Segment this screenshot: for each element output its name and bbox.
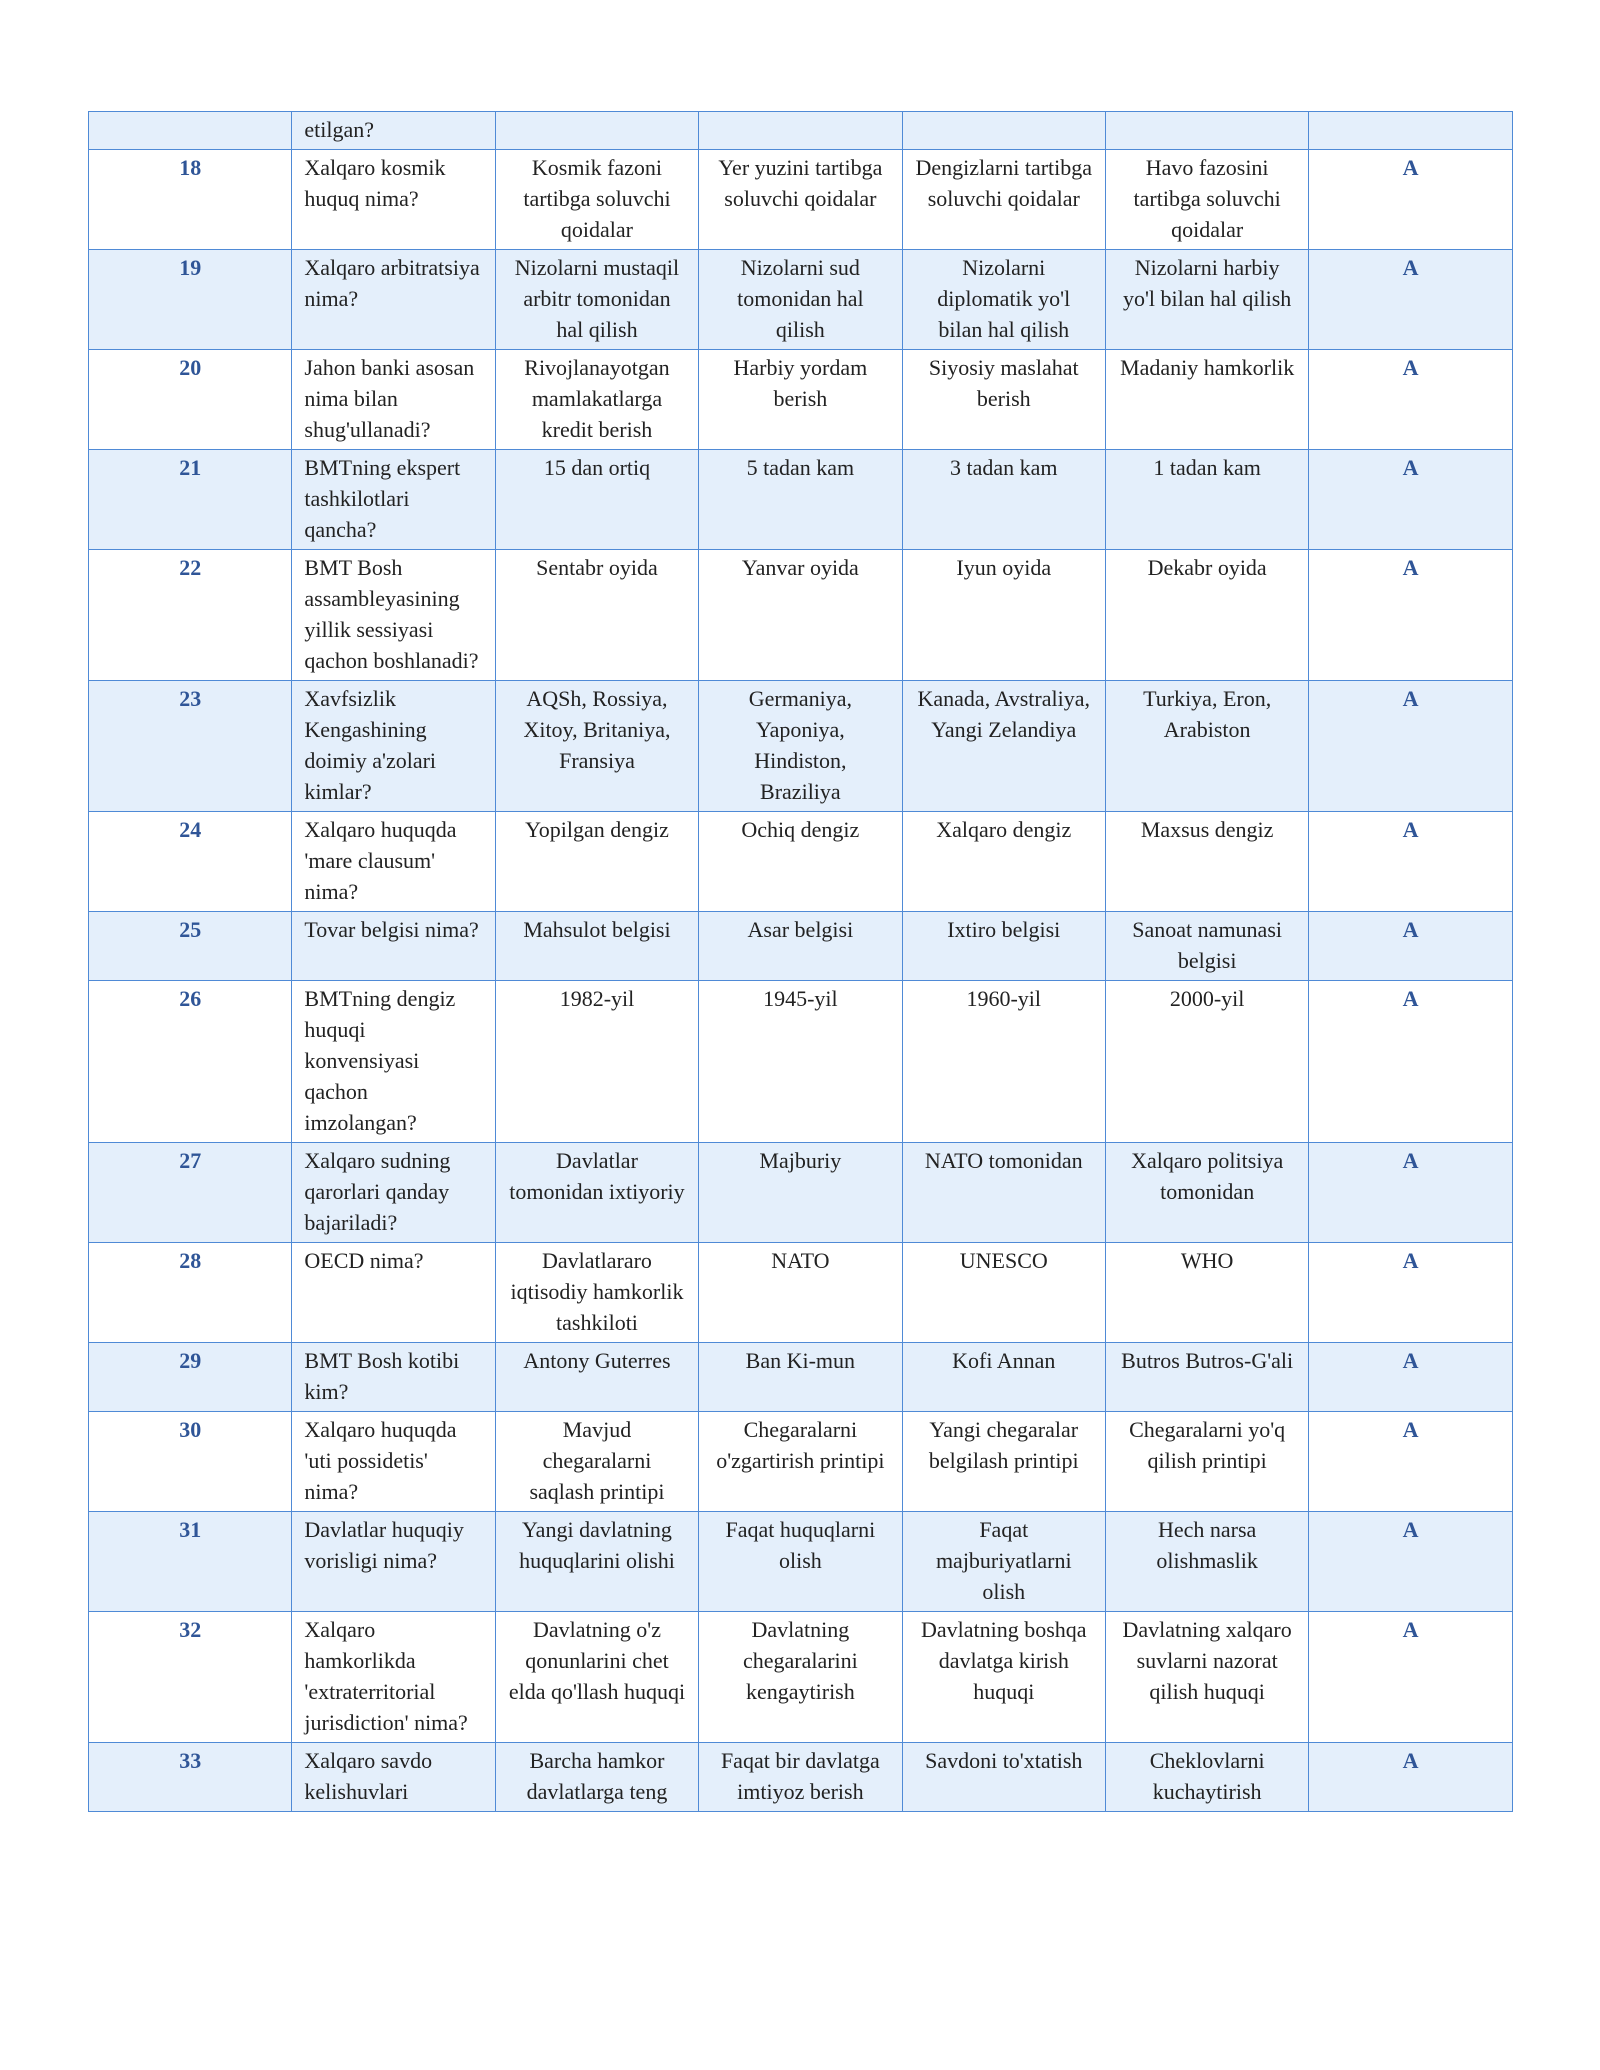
question-text-cell: Davlatlar huquqiy vorisligi nima? bbox=[292, 1512, 495, 1612]
option-c-cell: Yangi chegaralar belgilash printipi bbox=[902, 1412, 1105, 1512]
option-d-cell: Sanoat namunasi belgisi bbox=[1105, 912, 1308, 981]
option-d-cell: Nizolarni harbiy yo'l bilan hal qilish bbox=[1105, 250, 1308, 350]
option-c-cell: Nizolarni diplomatik yo'l bilan hal qilish bbox=[902, 250, 1105, 350]
option-d-cell: Havo fazosini tartibga soluvchi qoidalar bbox=[1105, 150, 1308, 250]
question-text-cell: BMTning dengiz huquqi konvensiyasi qachon imzolangan? bbox=[292, 981, 495, 1143]
question-number-cell: 22 bbox=[89, 550, 292, 681]
option-c-cell: Kanada, Avstraliya, Yangi Zelandiya bbox=[902, 681, 1105, 812]
option-c-cell: UNESCO bbox=[902, 1243, 1105, 1343]
question-text-cell: Jahon banki asosan nima bilan shug'ullanadi? bbox=[292, 350, 495, 450]
option-b-cell: Nizolarni sud tomonidan hal qilish bbox=[699, 250, 902, 350]
answer-cell: A bbox=[1309, 1343, 1512, 1412]
answer-cell: A bbox=[1309, 450, 1512, 550]
table-row bbox=[89, 450, 1513, 550]
question-number-cell: 30 bbox=[89, 1412, 292, 1512]
option-c-cell: 1960-yil bbox=[902, 981, 1105, 1143]
option-c-cell: Iyun oyida bbox=[902, 550, 1105, 681]
option-c-cell: Kofi Annan bbox=[902, 1343, 1105, 1412]
table-row bbox=[89, 981, 1513, 1143]
question-number-cell: 33 bbox=[89, 1743, 292, 1812]
table-row bbox=[89, 1743, 1513, 1812]
table-row bbox=[89, 550, 1513, 681]
option-d-cell: Turkiya, Eron, Arabiston bbox=[1105, 681, 1308, 812]
table-row bbox=[89, 1512, 1513, 1612]
option-b-cell: Germaniya, Yaponiya, Hindiston, Braziliya bbox=[699, 681, 902, 812]
option-d-cell: Maxsus dengiz bbox=[1105, 812, 1308, 912]
answer-cell: A bbox=[1309, 812, 1512, 912]
table-row bbox=[89, 1412, 1513, 1512]
option-d-cell: Chegaralarni yo'q qilish printipi bbox=[1105, 1412, 1308, 1512]
option-a-cell: Yopilgan dengiz bbox=[495, 812, 698, 912]
option-b-cell: Yanvar oyida bbox=[699, 550, 902, 681]
table-row bbox=[89, 812, 1513, 912]
option-c-cell: Faqat majburiyatlarni olish bbox=[902, 1512, 1105, 1612]
option-a-cell: Sentabr oyida bbox=[495, 550, 698, 681]
option-d-cell: Dekabr oyida bbox=[1105, 550, 1308, 681]
table-row bbox=[89, 150, 1513, 250]
option-b-cell bbox=[699, 112, 902, 150]
option-a-cell bbox=[495, 112, 698, 150]
option-b-cell: NATO bbox=[699, 1243, 902, 1343]
question-number-cell bbox=[89, 112, 292, 150]
option-a-cell: Nizolarni mustaqil arbitr tomonidan hal qilish bbox=[495, 250, 698, 350]
question-text-cell: BMT Bosh assambleyasining yillik sessiyasi qachon boshlanadi? bbox=[292, 550, 495, 681]
option-c-cell: Dengizlarni tartibga soluvchi qoidalar bbox=[902, 150, 1105, 250]
option-a-cell: Mavjud chegaralarni saqlash printipi bbox=[495, 1412, 698, 1512]
table-row-continuation bbox=[89, 112, 1513, 150]
option-b-cell: Ochiq dengiz bbox=[699, 812, 902, 912]
option-a-cell: Davlatlararo iqtisodiy hamkorlik tashkiloti bbox=[495, 1243, 698, 1343]
table-row bbox=[89, 250, 1513, 350]
option-a-cell: Mahsulot belgisi bbox=[495, 912, 698, 981]
option-b-cell: 5 tadan kam bbox=[699, 450, 902, 550]
option-b-cell: Ban Ki-mun bbox=[699, 1343, 902, 1412]
table-row bbox=[89, 681, 1513, 812]
answer-cell: A bbox=[1309, 1412, 1512, 1512]
question-number-cell: 23 bbox=[89, 681, 292, 812]
question-number-cell: 29 bbox=[89, 1343, 292, 1412]
answer-cell: A bbox=[1309, 250, 1512, 350]
question-number-cell: 26 bbox=[89, 981, 292, 1143]
answer-cell: A bbox=[1309, 1743, 1512, 1812]
option-b-cell: Majburiy bbox=[699, 1143, 902, 1243]
question-number-cell: 24 bbox=[89, 812, 292, 912]
question-text-cell: Xalqaro huquqda 'mare clausum' nima? bbox=[292, 812, 495, 912]
answer-cell: A bbox=[1309, 981, 1512, 1143]
question-text-cell: Xalqaro hamkorlikda 'extraterritorial jurisdiction' nima? bbox=[292, 1612, 495, 1743]
option-d-cell bbox=[1105, 112, 1308, 150]
question-text-cell: etilgan? bbox=[292, 112, 495, 150]
option-b-cell: Yer yuzini tartibga soluvchi qoidalar bbox=[699, 150, 902, 250]
table-row bbox=[89, 1343, 1513, 1412]
question-text-cell: Xalqaro savdo kelishuvlari bbox=[292, 1743, 495, 1812]
question-number-cell: 31 bbox=[89, 1512, 292, 1612]
table-row bbox=[89, 1143, 1513, 1243]
quiz-table bbox=[88, 111, 1513, 1812]
option-d-cell: Hech narsa olishmaslik bbox=[1105, 1512, 1308, 1612]
option-a-cell: Davlatning o'z qonunlarini chet elda qo'llash huquqi bbox=[495, 1612, 698, 1743]
option-d-cell: Madaniy hamkorlik bbox=[1105, 350, 1308, 450]
option-a-cell: Antony Guterres bbox=[495, 1343, 698, 1412]
option-d-cell: 1 tadan kam bbox=[1105, 450, 1308, 550]
answer-cell: A bbox=[1309, 350, 1512, 450]
option-c-cell: Savdoni to'xtatish bbox=[902, 1743, 1105, 1812]
question-number-cell: 18 bbox=[89, 150, 292, 250]
option-c-cell: Xalqaro dengiz bbox=[902, 812, 1105, 912]
option-d-cell: Xalqaro politsiya tomonidan bbox=[1105, 1143, 1308, 1243]
answer-cell: A bbox=[1309, 1512, 1512, 1612]
question-text-cell: Xalqaro kosmik huquq nima? bbox=[292, 150, 495, 250]
option-a-cell: 1982-yil bbox=[495, 981, 698, 1143]
question-text-cell: Tovar belgisi nima? bbox=[292, 912, 495, 981]
question-text-cell: Xalqaro sudning qarorlari qanday bajariladi? bbox=[292, 1143, 495, 1243]
option-a-cell: Rivojlanayotgan mamlakatlarga kredit berish bbox=[495, 350, 698, 450]
question-text-cell: OECD nima? bbox=[292, 1243, 495, 1343]
option-a-cell: 15 dan ortiq bbox=[495, 450, 698, 550]
table-row bbox=[89, 1243, 1513, 1343]
option-d-cell: WHO bbox=[1105, 1243, 1308, 1343]
option-a-cell: Yangi davlatning huquqlarini olishi bbox=[495, 1512, 698, 1612]
answer-cell: A bbox=[1309, 912, 1512, 981]
option-c-cell: NATO tomonidan bbox=[902, 1143, 1105, 1243]
question-number-cell: 19 bbox=[89, 250, 292, 350]
option-c-cell: Ixtiro belgisi bbox=[902, 912, 1105, 981]
option-a-cell: AQSh, Rossiya, Xitoy, Britaniya, Fransiya bbox=[495, 681, 698, 812]
document-page bbox=[88, 111, 1512, 1812]
table-row bbox=[89, 350, 1513, 450]
option-c-cell: 3 tadan kam bbox=[902, 450, 1105, 550]
option-d-cell: 2000-yil bbox=[1105, 981, 1308, 1143]
question-number-cell: 32 bbox=[89, 1612, 292, 1743]
option-c-cell: Davlatning boshqa davlatga kirish huquqi bbox=[902, 1612, 1105, 1743]
question-text-cell: BMT Bosh kotibi kim? bbox=[292, 1343, 495, 1412]
option-a-cell: Davlatlar tomonidan ixtiyoriy bbox=[495, 1143, 698, 1243]
option-b-cell: Faqat bir davlatga imtiyoz berish bbox=[699, 1743, 902, 1812]
option-b-cell: Faqat huquqlarni olish bbox=[699, 1512, 902, 1612]
question-text-cell: Xalqaro huquqda 'uti possidetis' nima? bbox=[292, 1412, 495, 1512]
option-b-cell: 1945-yil bbox=[699, 981, 902, 1143]
answer-cell: A bbox=[1309, 1143, 1512, 1243]
option-c-cell bbox=[902, 112, 1105, 150]
question-number-cell: 25 bbox=[89, 912, 292, 981]
quiz-table-body bbox=[89, 112, 1513, 1812]
answer-cell bbox=[1309, 112, 1512, 150]
answer-cell: A bbox=[1309, 681, 1512, 812]
option-d-cell: Butros Butros-G'ali bbox=[1105, 1343, 1308, 1412]
question-number-cell: 27 bbox=[89, 1143, 292, 1243]
option-b-cell: Davlatning chegaralarini kengaytirish bbox=[699, 1612, 902, 1743]
answer-cell: A bbox=[1309, 1243, 1512, 1343]
answer-cell: A bbox=[1309, 150, 1512, 250]
option-d-cell: Cheklovlarni kuchaytirish bbox=[1105, 1743, 1308, 1812]
question-number-cell: 21 bbox=[89, 450, 292, 550]
question-text-cell: BMTning ekspert tashkilotlari qancha? bbox=[292, 450, 495, 550]
table-row bbox=[89, 1612, 1513, 1743]
question-text-cell: Xalqaro arbitratsiya nima? bbox=[292, 250, 495, 350]
option-a-cell: Kosmik fazoni tartibga soluvchi qoidalar bbox=[495, 150, 698, 250]
question-text-cell: Xavfsizlik Kengashining doimiy a'zolari kimlar? bbox=[292, 681, 495, 812]
answer-cell: A bbox=[1309, 550, 1512, 681]
option-b-cell: Chegaralarni o'zgartirish printipi bbox=[699, 1412, 902, 1512]
option-a-cell: Barcha hamkor davlatlarga teng bbox=[495, 1743, 698, 1812]
answer-cell: A bbox=[1309, 1612, 1512, 1743]
question-number-cell: 20 bbox=[89, 350, 292, 450]
question-number-cell: 28 bbox=[89, 1243, 292, 1343]
option-b-cell: Harbiy yordam berish bbox=[699, 350, 902, 450]
table-row bbox=[89, 912, 1513, 981]
option-d-cell: Davlatning xalqaro suvlarni nazorat qilish huquqi bbox=[1105, 1612, 1308, 1743]
option-c-cell: Siyosiy maslahat berish bbox=[902, 350, 1105, 450]
option-b-cell: Asar belgisi bbox=[699, 912, 902, 981]
